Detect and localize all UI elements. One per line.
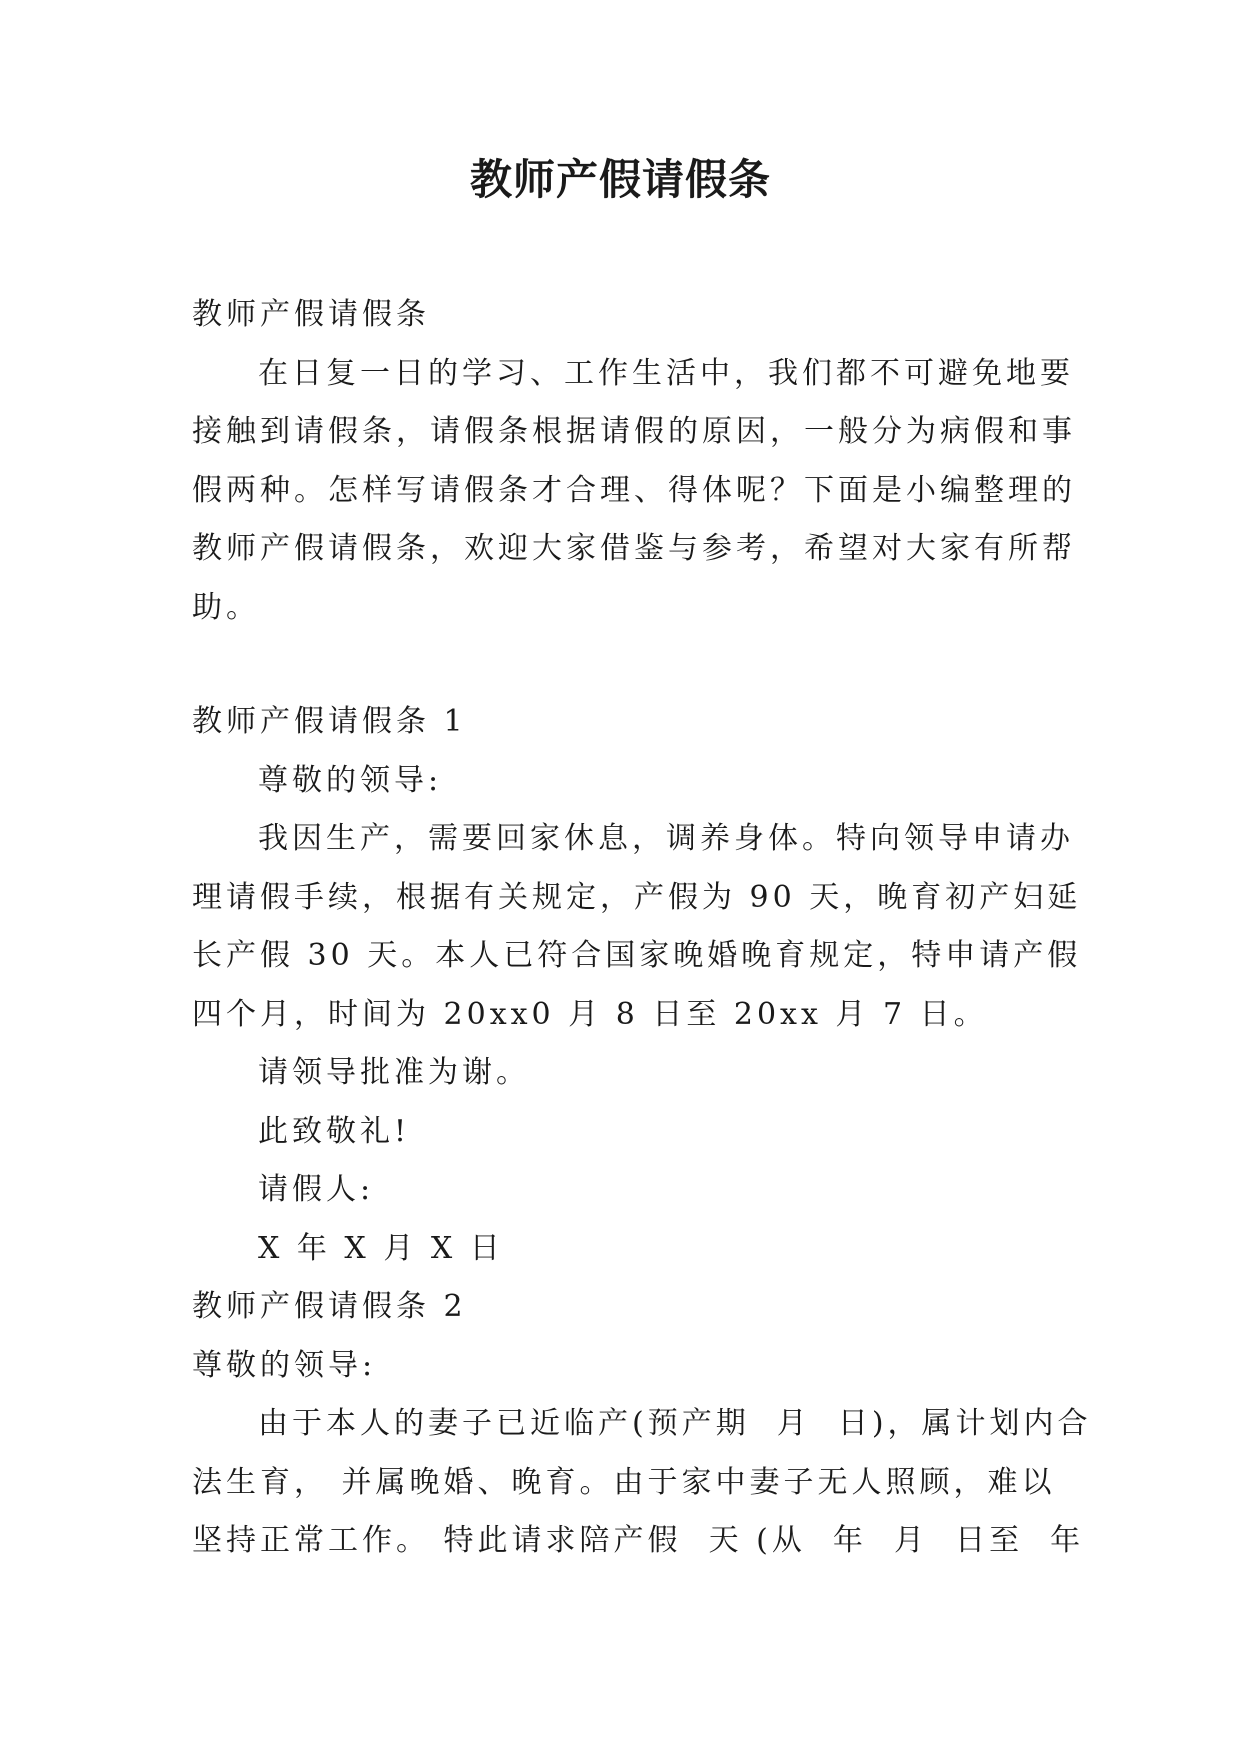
letter-1-body-line: 四个月，时间为 20xx0 月 8 日至 20xx 月 7 日。 bbox=[192, 996, 988, 1032]
letter-2-body-line: 由于本人的妻子已近临产(预产期 月 日)，属计划内合 bbox=[258, 1406, 1092, 1441]
letter-2-heading: 教师产假请假条 2 bbox=[192, 1289, 467, 1324]
letter-2-body-line: 法生育， 并属晚婚、晚育。由于家中妻子无人照顾，难以 bbox=[192, 1464, 1056, 1500]
letter-1-body-line: 我因生产，需要回家休息，调养身体。特向领导申请办 bbox=[258, 821, 1074, 856]
letter-1-body-line: 长产假 30 天。本人已符合国家晚婚晚育规定，特申请产假 bbox=[192, 938, 1082, 973]
document-title: 教师产假请假条 bbox=[469, 155, 771, 204]
letter-2-body-line: 坚持正常工作。 特此请求陪产假 天 (从 年 月 日至 年 bbox=[192, 1523, 1085, 1558]
letter-2-section bbox=[192, 1278, 1092, 1571]
letter-1-salutation: 尊敬的领导: bbox=[258, 762, 443, 798]
intro-section bbox=[192, 286, 1076, 637]
letter-1-closing: 此致敬礼! bbox=[258, 1113, 411, 1149]
intro-line: 助。 bbox=[192, 589, 260, 625]
letter-1-section bbox=[192, 693, 1082, 1278]
letter-1-signer: 请假人: bbox=[258, 1172, 375, 1207]
letter-1-body-line: 理请假手续，根据有关规定，产假为 90 天，晚育初产妇延 bbox=[192, 879, 1082, 915]
letter-1-approval: 请领导批准为谢。 bbox=[258, 1055, 530, 1090]
intro-line: 假两种。怎样写请假条才合理、得体呢？下面是小编整理的 bbox=[192, 472, 1076, 508]
intro-line: 在日复一日的学习、工作生活中，我们都不可避免地要 bbox=[258, 355, 1074, 391]
letter-2-salutation: 尊敬的领导: bbox=[192, 1347, 377, 1383]
letter-1-date: X 年 X 月 X 日 bbox=[258, 1230, 504, 1266]
intro-line: 教师产假请假条，欢迎大家借鉴与参考，希望对大家有所帮 bbox=[192, 531, 1076, 566]
letter-1-heading: 教师产假请假条 1 bbox=[192, 704, 467, 739]
intro-heading: 教师产假请假条 bbox=[192, 297, 430, 332]
intro-line: 接触到请假条，请假条根据请假的原因，一般分为病假和事 bbox=[192, 414, 1076, 449]
